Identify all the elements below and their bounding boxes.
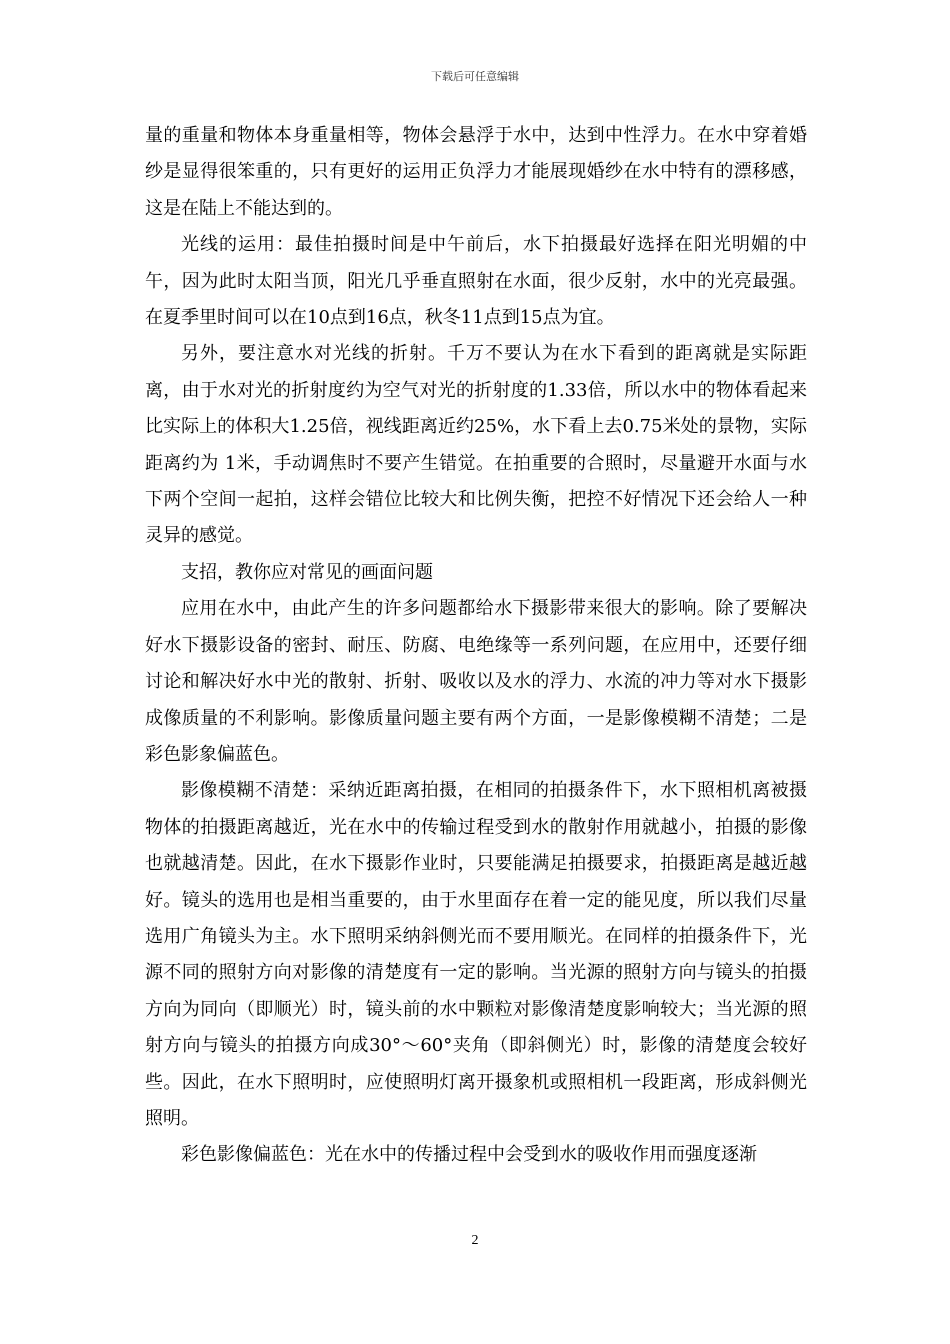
paragraph: 应用在水中，由此产生的许多问题都给水下摄影带来很大的影响。除了要解决好水下摄影设备的密封、耐压、防腐、电绝缘等一系列问题，在应用中，还要仔细讨论和解决好水中光的散射、折射、吸收以及水的浮力、水流的冲力等对水下摄影成像质量的不利影响。影像质量问题主要有两个方面，一是影像模糊不清楚；二是彩色影象偏蓝色。 <box>145 598 807 765</box>
paragraph: 量的重量和物体本身重量相等，物体会悬浮于水中，达到中性浮力。在水中穿着婚纱是显得很笨重的，只有更好的运用正负浮力才能展现婚纱在水中特有的漂移感，这是在陆上不能达到的。 <box>145 125 807 219</box>
paragraph: 另外，要注意水对光线的折射。千万不要认为在水下看到的距离就是实际距离，由于水对光的折射度约为空气对光的折射度的1.33倍，所以水中的物体看起来比实际上的体积大1.25倍，视线距离近约25%，水下看上去0.75米处的景物，实际距离约为 1米，手动调焦时不要产生错觉。在拍重要的合照时，尽量避开水面与水下两个空间一起拍，这样会错位比较大和比例失衡，把控不好情况下还会给人一种灵异的感觉。 <box>145 343 807 547</box>
document-body <box>145 118 807 1174</box>
paragraph: 影像模糊不清楚：采纳近距离拍摄，在相同的拍摄条件下，水下照相机离被摄物体的拍摄距离越近，光在水中的传输过程受到水的散射作用就越小，拍摄的影像也就越清楚。因此，在水下摄影作业时，只要能满足拍摄要求，拍摄距离是越近越好。镜头的选用也是相当重要的，由于水里面存在着一定的能见度，所以我们尽量选用广角镜头为主。水下照明采纳斜侧光而不要用顺光。在同样的拍摄条件下，光源不同的照射方向对影像的清楚度有一定的影响。当光源的照射方向与镜头的拍摄方向为同向（即顺光）时，镜头前的水中颗粒对影像清楚度影响较大；当光源的照射方向与镜头的拍摄方向成30°～60°夹角（即斜侧光）时，影像的清楚度会较好些。因此，在水下照明时，应使照明灯离开摄象机或照相机一段距离，形成斜侧光照明。 <box>145 780 807 1129</box>
section-heading: 支招，教你应对常见的画面问题 <box>181 561 433 583</box>
paragraph: 光线的运用：最佳拍摄时间是中午前后，水下拍摄最好选择在阳光明媚的中午，因为此时太阳当顶，阳光几乎垂直照射在水面，很少反射，水中的光亮最强。在夏季里时间可以在10点到16点，秋冬11点到15点为宜。 <box>145 234 807 329</box>
page-number: 2 <box>471 1233 479 1248</box>
page-header: 下载后可任意编辑 <box>431 70 519 83</box>
paragraph: 彩色影像偏蓝色：光在水中的传播过程中会受到水的吸收作用而强度逐渐 <box>181 1144 757 1166</box>
